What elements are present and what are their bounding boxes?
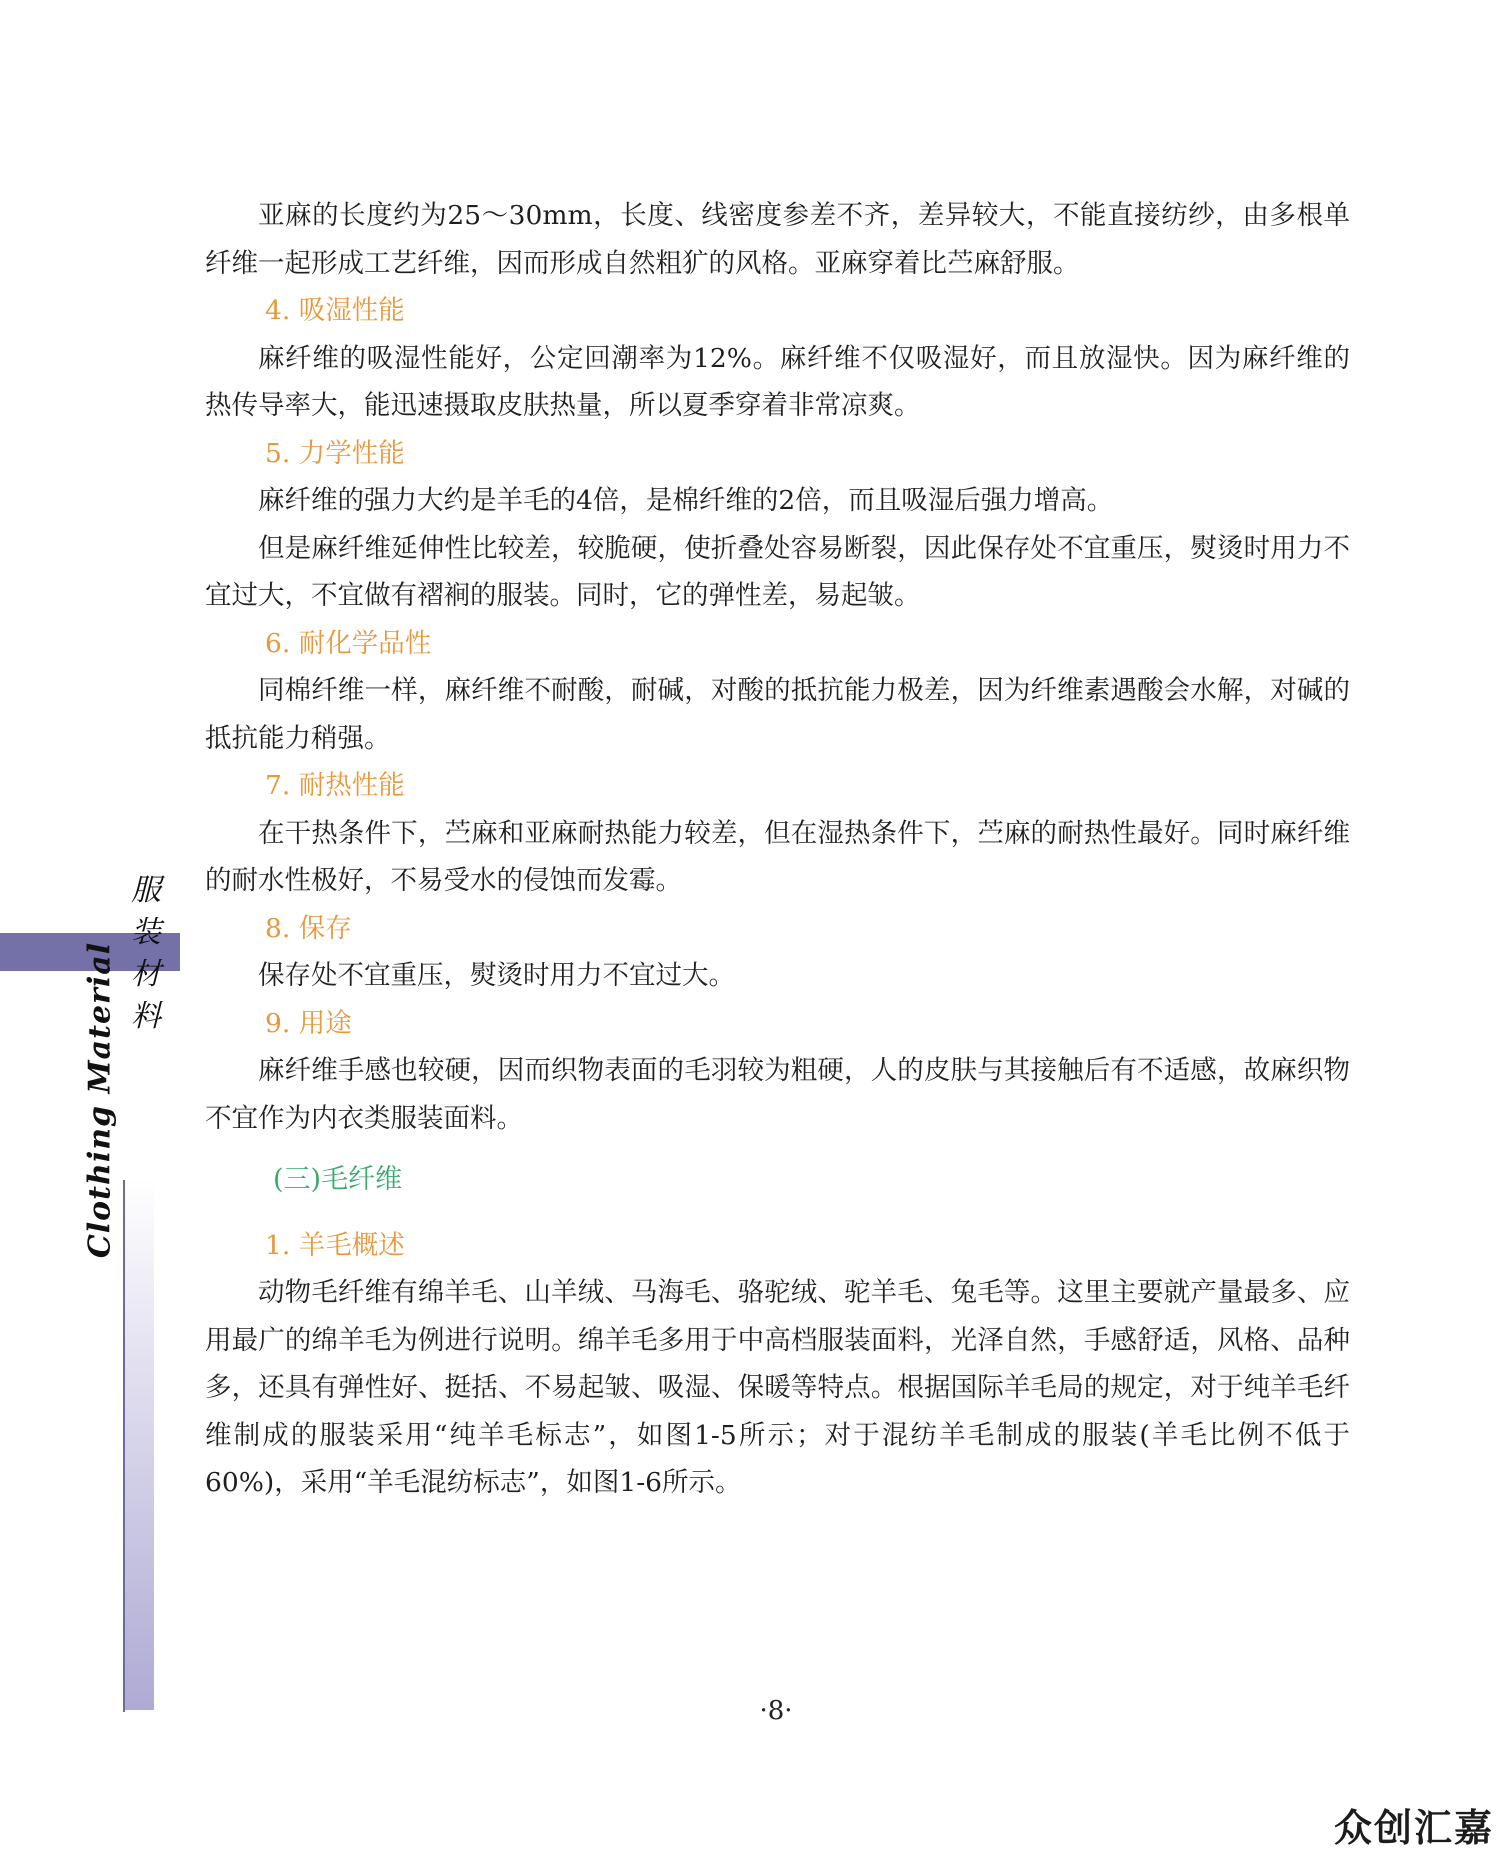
subheading: 9. 用途: [265, 1007, 352, 1039]
paragraph: 麻纤维的吸湿性能好，公定回潮率为12%。麻纤维不仅吸湿好，而且放湿快。因为麻纤维的热传导率大，能迅速摄取皮肤热量，所以夏季穿着非常凉爽。: [205, 342, 1350, 421]
side-title-chinese: 服装材料: [131, 873, 161, 1034]
section-heading: (三)毛纤维: [273, 1164, 403, 1195]
page-body: [205, 192, 1350, 1507]
paragraph: 保存处不宜重压，熨烫时用力不宜过大。: [258, 960, 735, 991]
paragraph: 在干热条件下，苎麻和亚麻耐热能力较差，但在湿热条件下，苎麻的耐热性最好。同时麻纤维的耐水性极好，不易受水的侵蚀而发霉。: [205, 817, 1350, 896]
paragraph: 麻纤维手感也较硬，因而织物表面的毛羽较为粗硬，人的皮肤与其接触后有不适感，故麻织物不宜作为内衣类服装面料。: [205, 1055, 1350, 1134]
subheading: 5. 力学性能: [265, 437, 405, 469]
page-number: ·8·: [759, 1696, 793, 1726]
watermark-logo: 众创汇嘉: [1333, 1806, 1494, 1850]
paragraph: 麻纤维的强力大约是羊毛的4倍，是棉纤维的2倍，而且吸湿后强力增高。: [258, 485, 1114, 516]
subheading: 7. 耐热性能: [265, 770, 405, 801]
paragraph: 同棉纤维一样，麻纤维不耐酸，耐碱，对酸的抵抗能力极差，因为纤维素遇酸会水解，对碱的抵抗能力稍强。: [205, 675, 1350, 754]
subheading: 6. 耐化学品性: [265, 627, 432, 659]
side-title-english: Clothing Material: [82, 941, 118, 1259]
paragraph: 亚麻的长度约为25～30mm，长度、线密度参差不齐，差异较大，不能直接纺纱，由多根单纤维一起形成工艺纤维，因而形成自然粗犷的风格。亚麻穿着比苎麻舒服。: [205, 200, 1350, 279]
side-gradient-strip: [124, 1180, 154, 1710]
paragraph: 动物毛纤维有绵羊毛、山羊绒、马海毛、骆驼绒、驼羊毛、兔毛等。这里主要就产量最多、应用最广的绵羊毛为例进行说明。绵羊毛多用于中高档服装面料，光泽自然，手感舒适，风格、品种多，还具有弹性好、挺括、不易起皱、吸湿、保暖等特点。根据国际羊毛局的规定，对于纯羊毛纤维制成的服装采用“纯羊毛标志”，如图1-5所示；对于混纺羊毛制成的服装(羊毛比例不低于60%)，采用“羊毛混纺标志”，如图1-6所示。: [205, 1277, 1350, 1498]
subheading: 8. 保存: [265, 912, 352, 944]
paragraph: 但是麻纤维延伸性比较差，较脆硬，使折叠处容易断裂，因此保存处不宜重压，熨烫时用力不宜过大，不宜做有褶裥的服装。同时，它的弹性差，易起皱。: [205, 532, 1350, 611]
subheading: 1. 羊毛概述: [265, 1229, 405, 1261]
side-divider-line: [123, 1180, 125, 1712]
subheading: 4. 吸湿性能: [265, 295, 405, 326]
